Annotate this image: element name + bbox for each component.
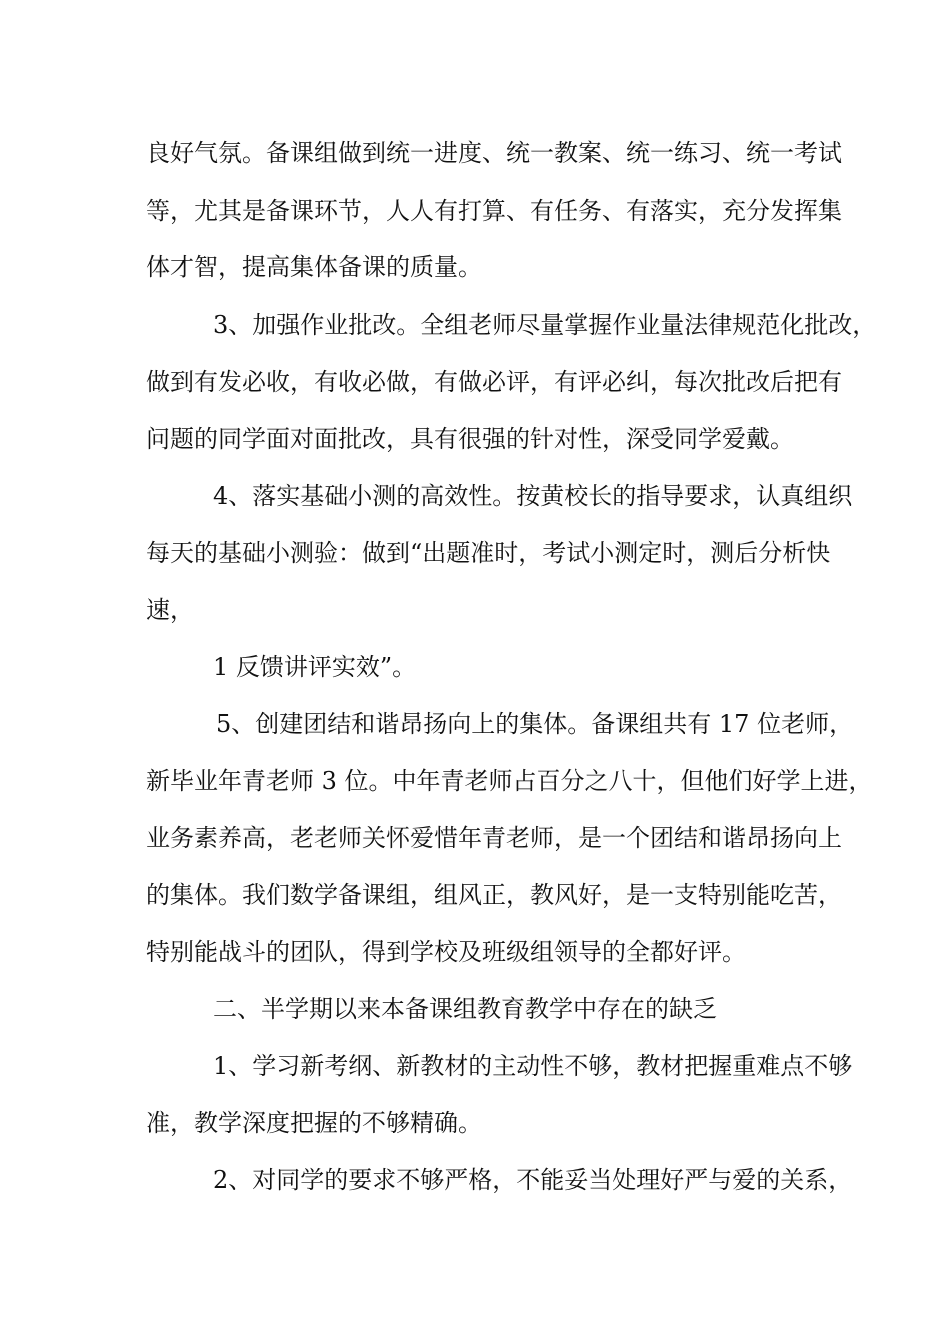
body-text-line: 准，教学深度把握的不够精确。 (146, 1109, 482, 1137)
body-text-line: 特别能战斗的团队，得到学校及班级组领导的全都好评。 (146, 938, 746, 966)
paragraph-3-start: 3、加强作业批改。全组老师尽量掌握作业量法律规范化批改， (213, 311, 877, 339)
section-heading: 二、半学期以来本备课组教育教学中存在的缺乏 (213, 995, 717, 1023)
list-item-2-start: 2、对同学的要求不够严格，不能妥当处理好严与爱的关系， (213, 1166, 853, 1194)
paragraph-4-start: 4、落实基础小测的高效性。按黄校长的指导要求，认真组织 (213, 482, 853, 510)
body-text-line: 1 反馈讲评实效”。 (213, 653, 417, 681)
body-text-line: 速， (146, 596, 194, 624)
body-text-line: 业务素养高，老老师关怀爱惜年青老师，是一个团结和谐昂扬向上 (146, 824, 842, 852)
body-text-line: 问题的同学面对面批改，具有很强的针对性，深受同学爱戴。 (146, 425, 794, 453)
body-text-line: 等，尤其是备课环节，人人有打算、有任务、有落实，充分发挥集 (146, 197, 842, 225)
body-text-line: 良好气氛。备课组做到统一进度、统一教案、统一练习、统一考试 (146, 139, 842, 167)
body-text-line: 体才智，提高集体备课的质量。 (146, 253, 482, 281)
list-item-1-start: 1、学习新考纲、新教材的主动性不够，教材把握重难点不够 (213, 1052, 853, 1080)
body-text-line: 的集体。我们数学备课组，组风正，教风好，是一支特别能吃苦， (146, 881, 842, 909)
paragraph-5-start: 5、创建团结和谐昂扬向上的集体。备课组共有 17 位老师， (216, 710, 854, 738)
body-text-line: 新毕业年青老师 3 位。中年青老师占百分之八十，但他们好学上进， (146, 767, 873, 795)
body-text-line: 每天的基础小测验：做到“出题准时，考试小测定时，测后分析快 (146, 539, 831, 567)
body-text-line: 做到有发必收，有收必做，有做必评，有评必纠，每次批改后把有 (146, 368, 842, 396)
